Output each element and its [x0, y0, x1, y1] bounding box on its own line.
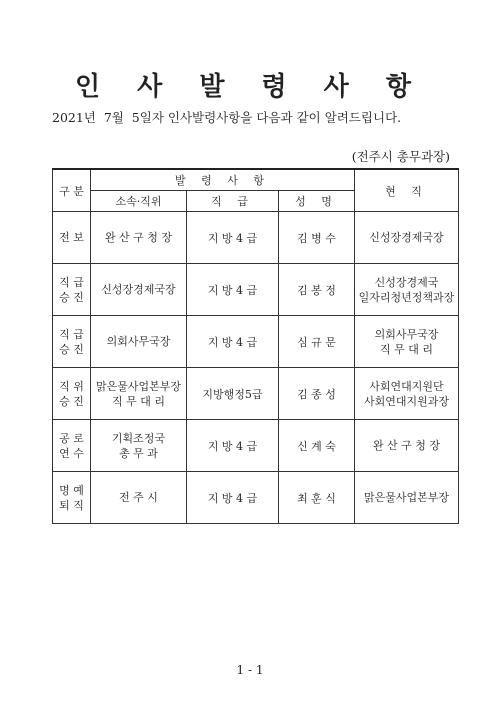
header-appointment: 발 령 사 항	[91, 169, 355, 191]
row-current	[355, 420, 459, 472]
row-grade: 지 방 4 급	[187, 212, 279, 264]
row-current-line: 완 산 구 청 장	[372, 439, 441, 452]
row-grade: 지방행정5급	[187, 368, 279, 420]
row-affiliation	[91, 368, 187, 420]
row-affiliation-line: 의회사무국장	[106, 335, 171, 348]
row-current-line: 직 무 대 리	[380, 342, 433, 356]
row-current	[355, 368, 459, 420]
row-affiliation-line: 총 무 과	[119, 446, 158, 460]
row-affiliation	[91, 212, 187, 264]
row-category-line: 직 급	[59, 327, 84, 341]
page-number: 1 - 1	[236, 663, 264, 677]
row-category-line: 승 진	[59, 394, 84, 408]
row-current-line: 사회연대지원단	[369, 379, 444, 393]
row-current	[355, 316, 459, 368]
table-row	[53, 472, 459, 524]
row-category-line: 연 수	[59, 446, 84, 460]
row-grade: 지 방 4 급	[187, 420, 279, 472]
intro-text: 2021년 7월 5일자 인사발령사항을 다음과 같이 알려드립니다.	[52, 110, 402, 125]
row-category-line: 직 위	[59, 379, 84, 393]
header-category: 구 분	[53, 169, 91, 212]
row-name: 최 훈 식	[279, 472, 355, 524]
row-category-line: 승 진	[59, 342, 84, 356]
page-title: 인 사 발 령 사 항	[75, 72, 425, 102]
row-name: 김 봉 정	[279, 264, 355, 316]
row-name: 김 종 성	[279, 368, 355, 420]
table-row	[53, 420, 459, 472]
row-grade: 지 방 4 급	[187, 472, 279, 524]
row-grade: 지 방 4 급	[187, 264, 279, 316]
row-current-line: 사회연대지원과장	[363, 394, 449, 408]
row-affiliation-line: 직 무 대 리	[112, 394, 165, 408]
row-category	[53, 316, 91, 368]
row-current	[355, 264, 459, 316]
appointment-table	[52, 168, 459, 524]
row-name: 심 규 문	[279, 316, 355, 368]
row-current	[355, 212, 459, 264]
table-row	[53, 264, 459, 316]
row-name: 김 병 수	[279, 212, 355, 264]
row-category	[53, 264, 91, 316]
row-current-line: 신성장경제국	[374, 275, 439, 289]
row-affiliation-line: 신성장경제국장	[101, 283, 176, 296]
table-row	[53, 316, 459, 368]
row-category-line: 승 진	[59, 290, 84, 304]
header-grade: 직 급	[187, 191, 279, 212]
row-name: 신 계 숙	[279, 420, 355, 472]
row-affiliation	[91, 472, 187, 524]
row-category	[53, 368, 91, 420]
row-category-line: 공 로	[59, 431, 84, 445]
row-category-line: 퇴 직	[59, 498, 84, 512]
header-current: 현 직	[355, 169, 459, 212]
row-category-line: 명 예	[59, 483, 84, 497]
row-category-line: 전 보	[59, 231, 84, 244]
row-category	[53, 472, 91, 524]
row-category	[53, 212, 91, 264]
row-affiliation-line: 기획조정국	[111, 431, 166, 445]
row-affiliation	[91, 264, 187, 316]
row-current-line: 맑은물사업본부장	[363, 491, 449, 504]
row-affiliation-line: 전 주 시	[119, 491, 158, 504]
row-grade: 지 방 4 급	[187, 316, 279, 368]
table-row	[53, 368, 459, 420]
row-current	[355, 472, 459, 524]
row-affiliation	[91, 316, 187, 368]
row-current-line: 일자리청년정책과장	[358, 290, 455, 304]
row-category	[53, 420, 91, 472]
row-category-line: 직 급	[59, 275, 84, 289]
row-affiliation	[91, 420, 187, 472]
header-name: 성 명	[279, 191, 355, 212]
table-row	[53, 212, 459, 264]
header-affiliation: 소속·직위	[91, 191, 187, 212]
row-current-line: 의회사무국장	[374, 327, 439, 341]
row-affiliation-line: 완 산 구 청 장	[104, 231, 173, 244]
row-current-line: 신성장경제국장	[369, 231, 444, 244]
row-affiliation-line: 맑은물사업본부장	[95, 379, 181, 393]
department-label: (전주시 총무과장)	[351, 149, 450, 164]
